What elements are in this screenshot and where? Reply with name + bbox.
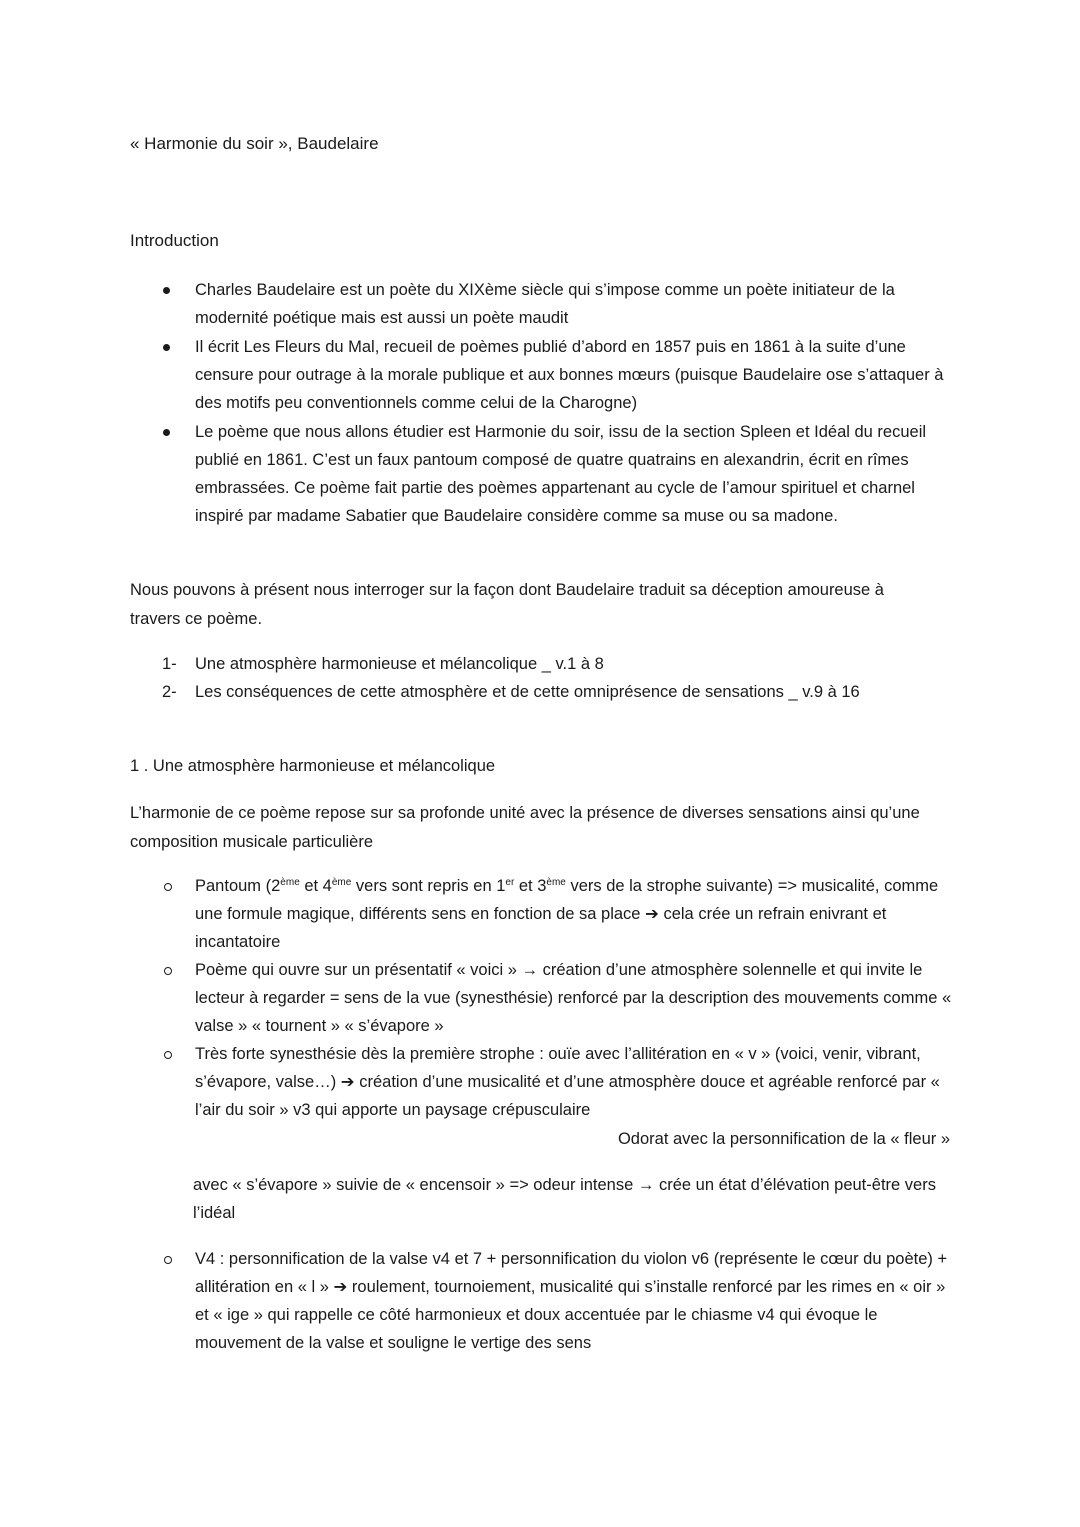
circle-bullet <box>164 883 172 891</box>
circle-bullet <box>164 967 172 975</box>
section-intro: L’harmonie de ce poème repose sur sa profonde unité avec la présence de diverses sensations ainsi qu’une composition musicale particulière <box>130 804 920 851</box>
intro-heading: Introduction <box>130 231 219 250</box>
intro-bullet: Il écrit Les Fleurs du Mal, recueil de poèmes publié d’abord en 1857 puis en 1861 à la suite d’une censure pour outrage à la morale publique et aux bonnes mœurs (puisque Baudelaire ose s’attaquer à des motifs peu conventionnels comme celui de la Charogne) <box>195 338 944 412</box>
plan-number: 1- <box>162 655 177 673</box>
analysis-item: Poème qui ouvre sur un présentatif « voici » → création d’une atmosphère solennelle et qui invite le lecteur à regarder = sens de la vue (synesthésie) renforcé par la description des mouvements comme « valse » « tournent » « s’évapore » <box>195 961 952 1035</box>
circle-bullet <box>164 1051 172 1059</box>
intro-bullet: Le poème que nous allons étudier est Harmonie du soir, issu de la section Spleen et Idéal du recueil publié en 1861. C’est un faux pantoum composé de quatre quatrains en alexandrin, écrit en rîmes embrassées. Ce poème fait partie des poèmes appartenant au cycle de l’amour spirituel et charnel inspiré par madame Sabatier que Baudelaire considère comme sa muse ou sa madone. <box>195 423 927 525</box>
analysis-item: Pantoum (2ème et 4ème vers sont repris en 1er et 3ème vers de la strophe suivante) => musicalité, comme une formule magique, différents sens en fonction de sa place ➔ cela crée un refrain enivrant et incantatoire <box>195 877 939 951</box>
analysis-item-continuation: avec « s’évapore » suivie de « encensoir » => odeur intense → crée un état d’élévation peut-être vers l’idéal <box>193 1176 936 1222</box>
analysis-item-right-line: Odorat avec la personnification de la « fleur » <box>617 1130 950 1148</box>
problematique-paragraph: Nous pouvons à présent nous interroger sur la façon dont Baudelaire traduit sa déception amoureuse à travers ce poème. <box>130 581 884 628</box>
bullet-marker <box>163 429 170 436</box>
plan-item: Une atmosphère harmonieuse et mélancolique _ v.1 à 8 <box>195 655 604 673</box>
plan-item: Les conséquences de cette atmosphère et de cette omniprésence de sensations _ v.9 à 16 <box>195 683 860 701</box>
bullet-marker <box>163 344 170 351</box>
analysis-item: V4 : personnification de la valse v4 et 7 + personnification du violon v6 (représente le cœur du poète) + allitération en « l » ➔ roulement, tournoiement, musicalité qui s’installe renforcé par les rimes en « oir » et « ige » qui rappelle ce côté harmonieux et doux accentuée par le chiasme v4 qui évoque le mouvement de la valse et souligne le vertige des sens <box>195 1250 948 1352</box>
plan-number: 2- <box>162 683 177 701</box>
intro-bullet: Charles Baudelaire est un poète du XIXème siècle qui s’impose comme un poète initiateur de la modernité poétique mais est aussi un poète maudit <box>195 281 895 327</box>
bullet-marker <box>163 287 170 294</box>
section-heading: 1 . Une atmosphère harmonieuse et mélancolique <box>130 757 496 775</box>
document-title: « Harmonie du soir », Baudelaire <box>130 134 379 153</box>
circle-bullet <box>164 1256 172 1264</box>
analysis-item: Très forte synesthésie dès la première strophe : ouïe avec l’allitération en « v » (voici, venir, vibrant, s’évapore, valse…) ➔ création d’une musicalité et d’une atmosphère douce et agréable renforcé par « l’air du soir » v3 qui apporte un paysage crépusculaire <box>195 1045 940 1119</box>
